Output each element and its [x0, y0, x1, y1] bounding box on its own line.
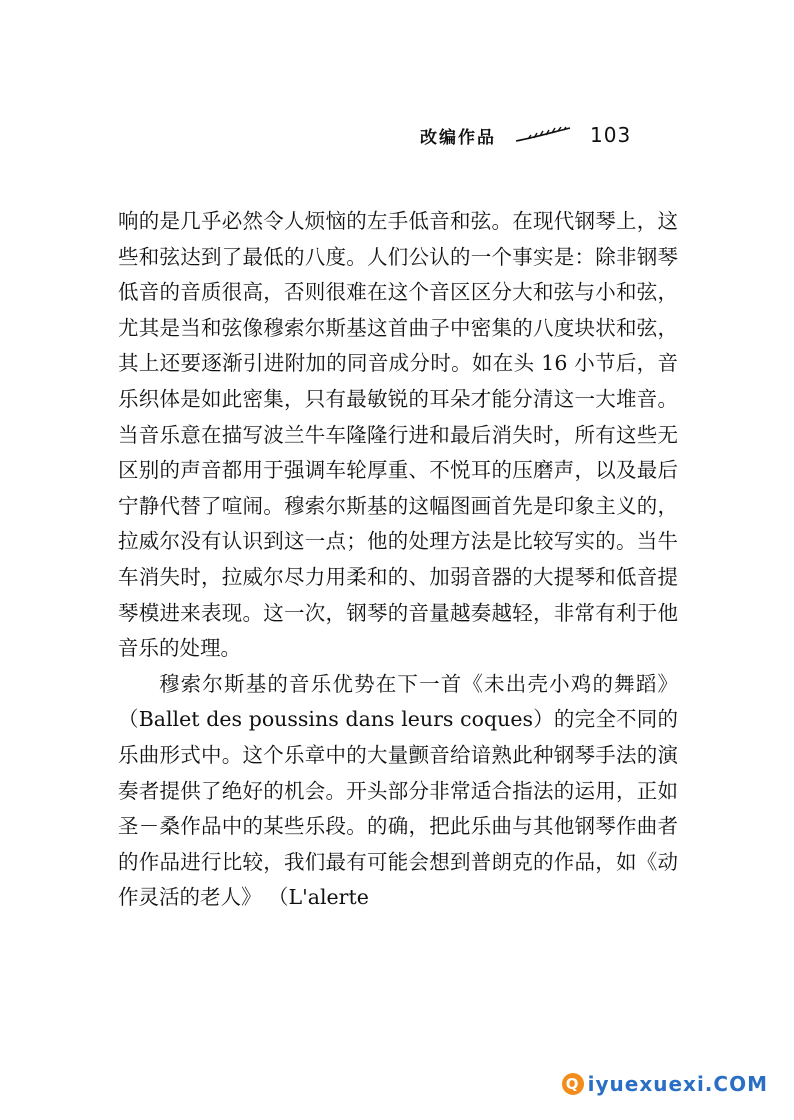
watermark-logo-icon: Q — [562, 1073, 584, 1095]
chapter-title: 改编作品 — [420, 127, 496, 148]
body-text — [118, 204, 678, 916]
watermark-text: iyuexuexi.COM — [587, 1072, 768, 1096]
site-watermark — [562, 1072, 768, 1096]
running-header — [420, 120, 631, 150]
feather-ornament-icon — [514, 126, 572, 144]
paragraph-continued: 响的是几乎必然令人烦恼的左手低音和弦。在现代钢琴上，这些和弦达到了最低的八度。人们公认的一个事实是：除非钢琴低音的音质很高，否则很难在这个音区区分大和弦与小和弦，尤其是当和弦像穆索尔斯基这首曲子中密集的八度块状和弦，其上还要逐渐引进附加的同音成分时。如在头 16 小节后，音乐织体是如此密集，只有最敏锐的耳朵才能分清这一大堆音。当音乐意在描写波兰牛车隆隆行进和最后消失时，所有这些无区别的声音都用于强调车轮厚重、不悦耳的压磨声，以及最后宁静代替了喧闹。穆索尔斯基的这幅图画首先是印象主义的，拉威尔没有认识到这一点；他的处理方法是比较写实的。当牛车消失时，拉威尔尽力用柔和的、加弱音器的大提琴和低音提琴模进来表现。这一次，钢琴的音量越奏越轻，非常有利于他音乐的处理。 — [118, 209, 678, 661]
paragraph: 穆索尔斯基的音乐优势在下一首《未出壳小鸡的舞蹈》（Ballet des poussins dans leurs coques）的完全不同的乐曲形式中。这个乐章中的大量颤音给谙熟此种钢琴手法的演奏者提供了绝好的机会。开头部分非常适合指法的运用，正如圣－桑作品中的某些乐段。的确，把此乐曲与其他钢琴作曲者的作品进行比较，我们最有可能会想到普朗克的作品，如《动作灵活的老人》 （L'alerte — [118, 671, 678, 910]
page-number: 103 — [590, 123, 632, 147]
